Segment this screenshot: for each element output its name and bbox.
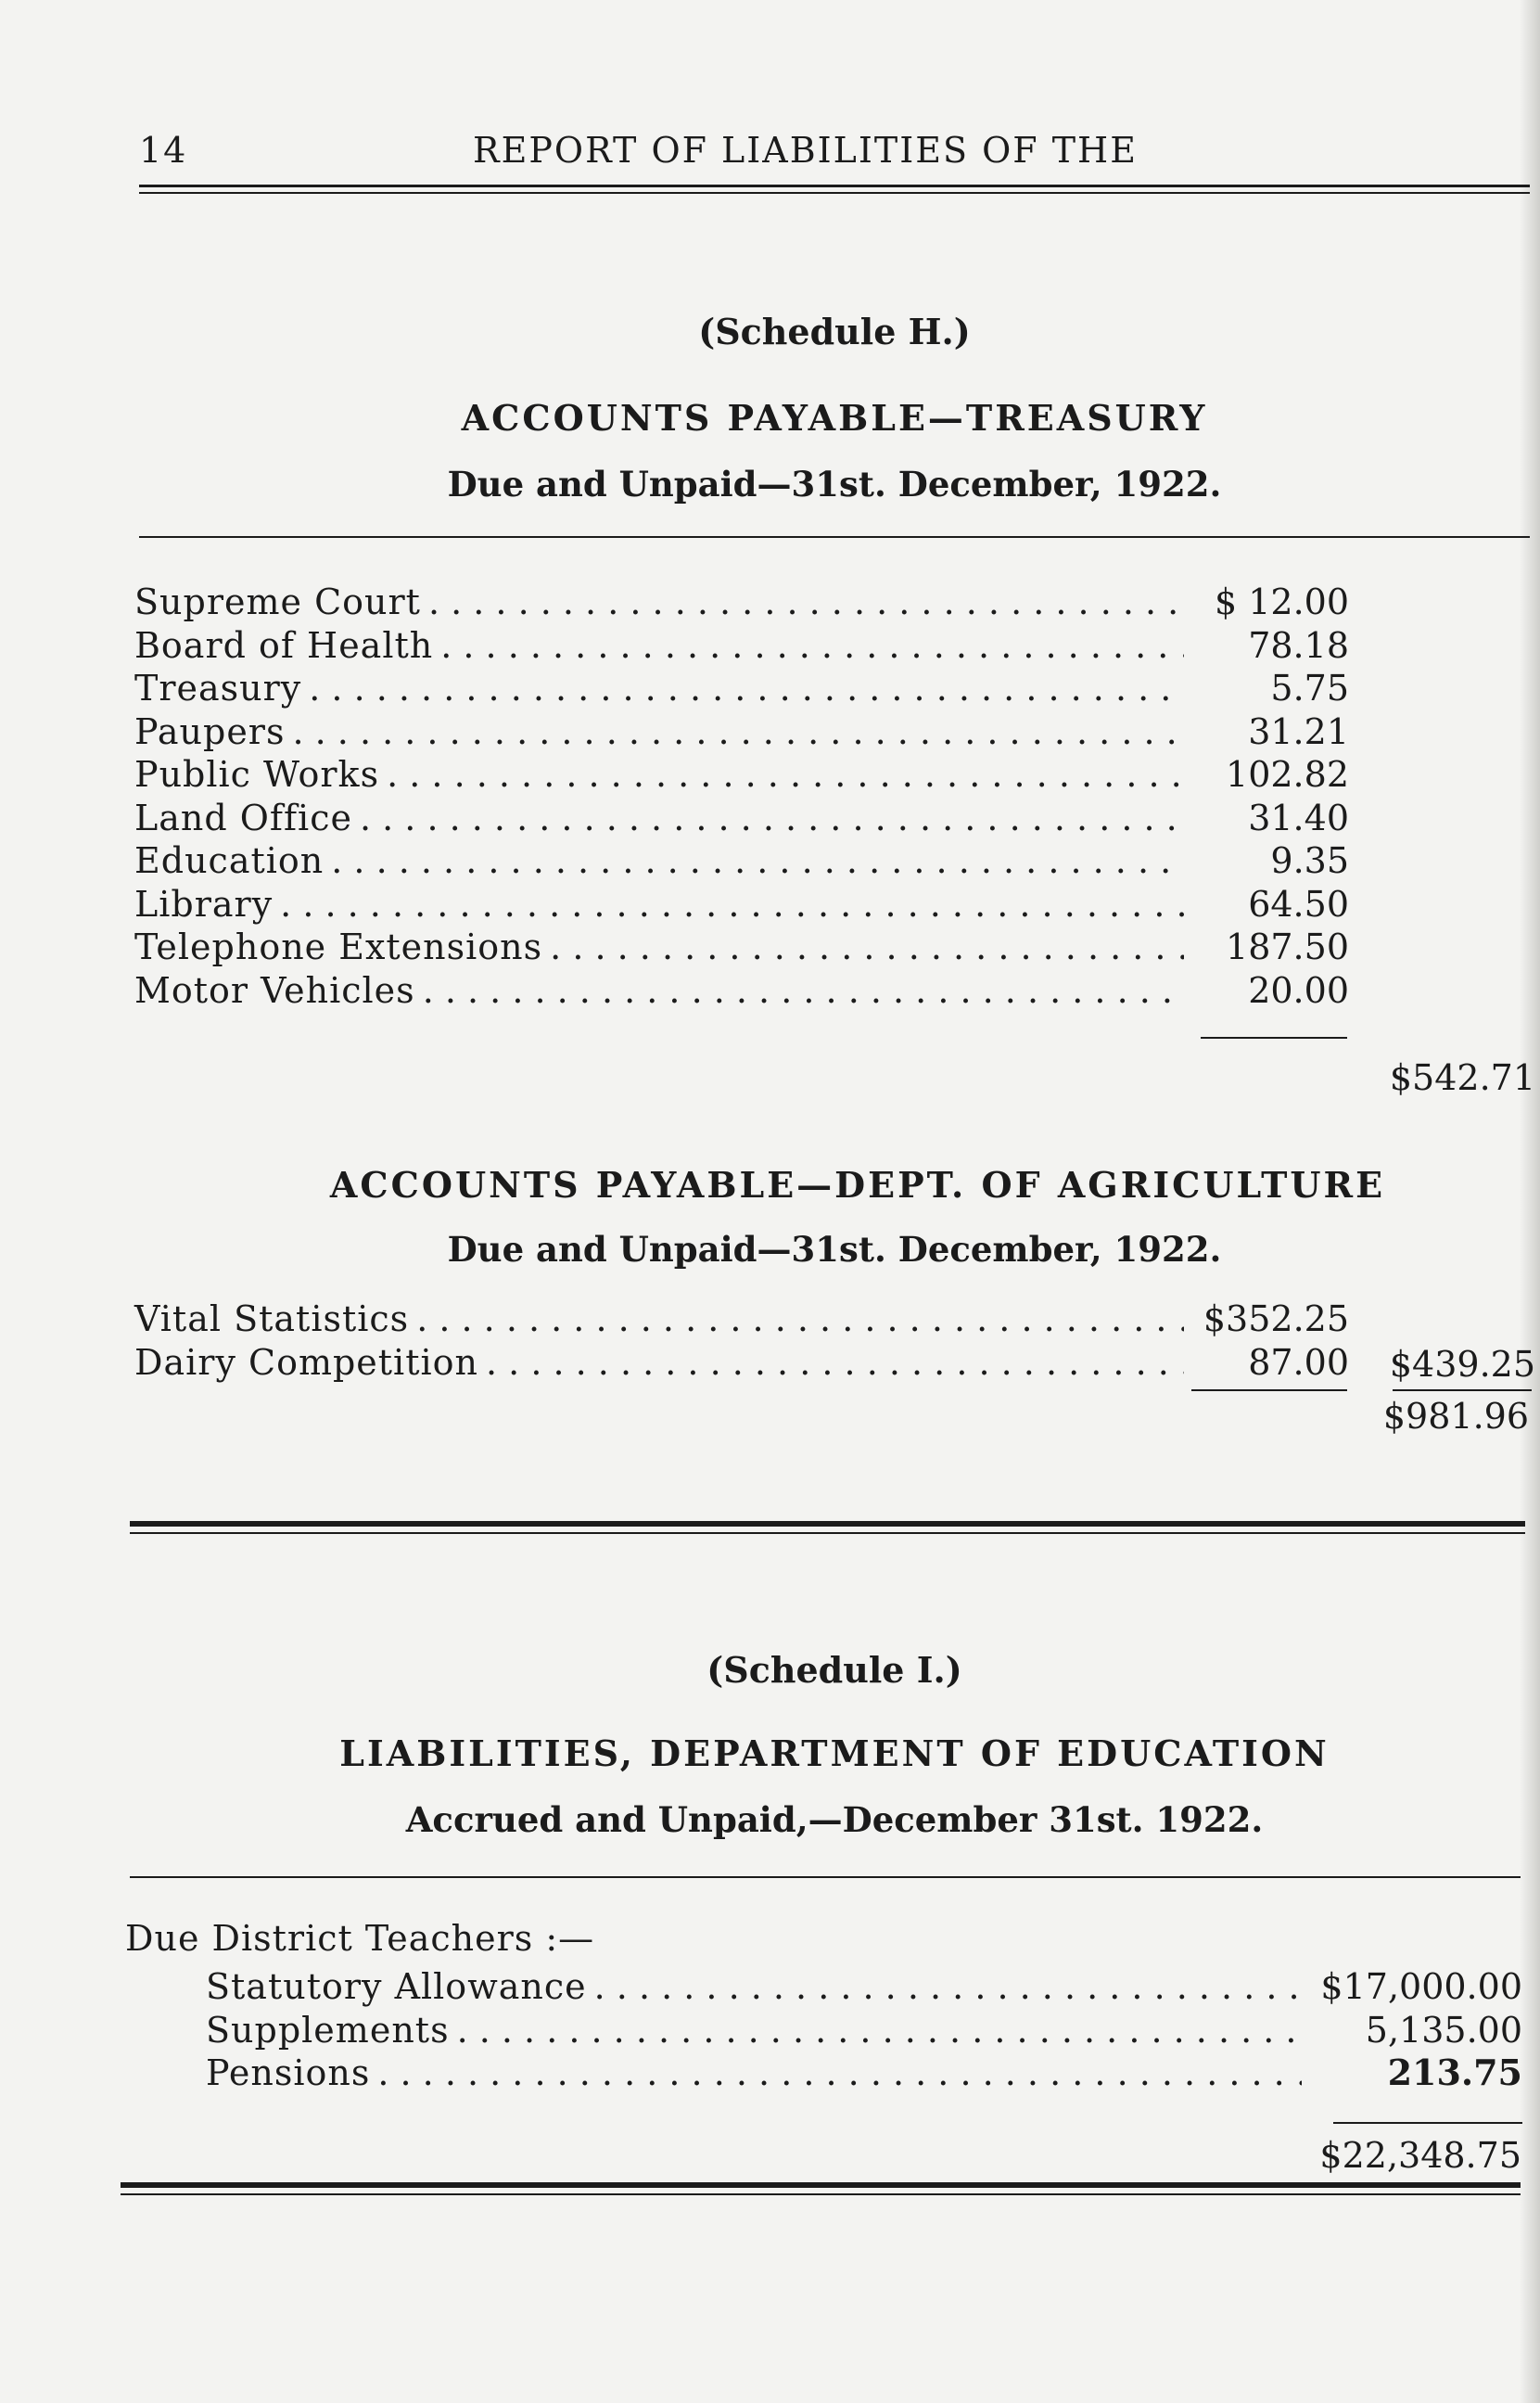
list-item [206,2051,1522,2093]
dot-leader [428,582,1184,622]
section-divider-thick [130,1521,1525,1527]
item-amount: 64.50 [1248,883,1349,925]
schedule-h-sum-rule [1201,1037,1347,1039]
list-item [206,1964,1522,2007]
dot-leader [423,970,1184,1011]
list-item [134,580,1349,622]
dot-leader [309,668,1184,709]
dot-leader [457,2010,1302,2051]
list-item [134,1340,1349,1383]
item-amount: 5.75 [1270,668,1349,709]
item-label: Pensions [206,2052,371,2093]
section-divider-thin [130,1532,1525,1534]
bottom-rule-thick [121,2182,1521,2188]
item-label: Motor Vehicles [134,969,415,1011]
item-label: Vital Statistics [134,1298,410,1339]
list-item [134,623,1349,666]
item-amount: 87.00 [1248,1341,1349,1383]
schedule-h-rule [139,536,1530,538]
item-amount: 31.21 [1248,710,1349,752]
item-amount: 213.75 [1387,2051,1522,2093]
schedule-h-total: $542.71 [1389,1057,1535,1098]
item-amount: 9.35 [1270,840,1349,881]
list-item [134,1297,1349,1339]
list-item [134,968,1349,1011]
dot-leader [486,1342,1184,1383]
item-label: Supreme Court [134,582,421,622]
list-item [134,838,1349,881]
agriculture-sum-rule [1191,1389,1347,1391]
item-label: Treasury [134,668,302,709]
running-title: REPORT OF LIABILITIES OF THE [473,130,1138,171]
schedule-i-sum-rule [1333,2122,1522,2124]
group-label-teachers: Due District Teachers :— [125,1918,595,1959]
list-item [134,796,1349,838]
item-amount: $352.25 [1203,1298,1349,1339]
dot-leader [594,1966,1302,2007]
item-label: Board of Health [134,624,434,666]
schedule-h-label: (Schedule H.) [698,311,971,352]
schedule-h-subtitle: Due and Unpaid—31st. December, 1922. [447,464,1222,505]
bottom-rule-thin [121,2193,1521,2195]
item-amount: 187.50 [1226,927,1349,967]
item-label: Statutory Allowance [206,1966,587,2007]
item-amount: 31.40 [1248,797,1349,838]
agriculture-subtitle: Due and Unpaid—31st. December, 1922. [447,1229,1222,1270]
dot-leader [387,754,1184,795]
list-item [134,709,1349,752]
header-rule-bottom [139,192,1530,194]
schedule-i-rule [130,1876,1521,1878]
item-label: Dairy Competition [134,1341,478,1383]
item-label: Education [134,840,325,881]
dot-leader [440,625,1184,666]
schedule-i-subtitle: Accrued and Unpaid,—December 31st. 1922. [405,1799,1264,1840]
list-item [134,925,1349,967]
item-amount: 5,135.00 [1365,2009,1522,2051]
item-amount: 102.82 [1226,754,1349,795]
agriculture-title: ACCOUNTS PAYABLE—DEPT. OF AGRICULTURE [329,1164,1386,1206]
list-item [134,882,1349,925]
list-item [206,2008,1522,2051]
item-label: Public Works [134,754,380,795]
item-amount: $ 12.00 [1214,582,1349,622]
item-label: Supplements [206,2009,450,2051]
dot-leader [292,711,1184,752]
dot-leader [280,884,1184,925]
list-item [134,666,1349,709]
item-label: Paupers [134,710,286,752]
schedule-i-total: $22,348.75 [1319,2135,1521,2176]
item-amount: 78.18 [1248,624,1349,666]
dot-leader [360,798,1184,838]
item-label: Library [134,883,274,925]
schedule-h-title: ACCOUNTS PAYABLE—TREASURY [461,397,1208,439]
item-amount: 20.00 [1248,969,1349,1011]
list-item [134,752,1349,795]
dot-leader [416,1298,1184,1339]
item-amount: $17,000.00 [1320,1966,1522,2007]
header-rule-top [139,185,1530,187]
agriculture-total-rule [1393,1389,1532,1391]
schedule-i-title: LIABILITIES, DEPARTMENT OF EDUCATION [339,1732,1330,1774]
schedule-i-label: (Schedule I.) [706,1649,962,1691]
dot-leader [331,840,1184,881]
dot-leader [550,927,1184,967]
item-label: Land Office [134,797,352,838]
page-number: 14 [139,130,188,171]
agriculture-grand-total: $981.96 [1382,1396,1529,1437]
item-label: Telephone Extensions [134,927,543,967]
dot-leader [377,2052,1302,2093]
agriculture-subtotal: $439.25 [1389,1344,1535,1385]
